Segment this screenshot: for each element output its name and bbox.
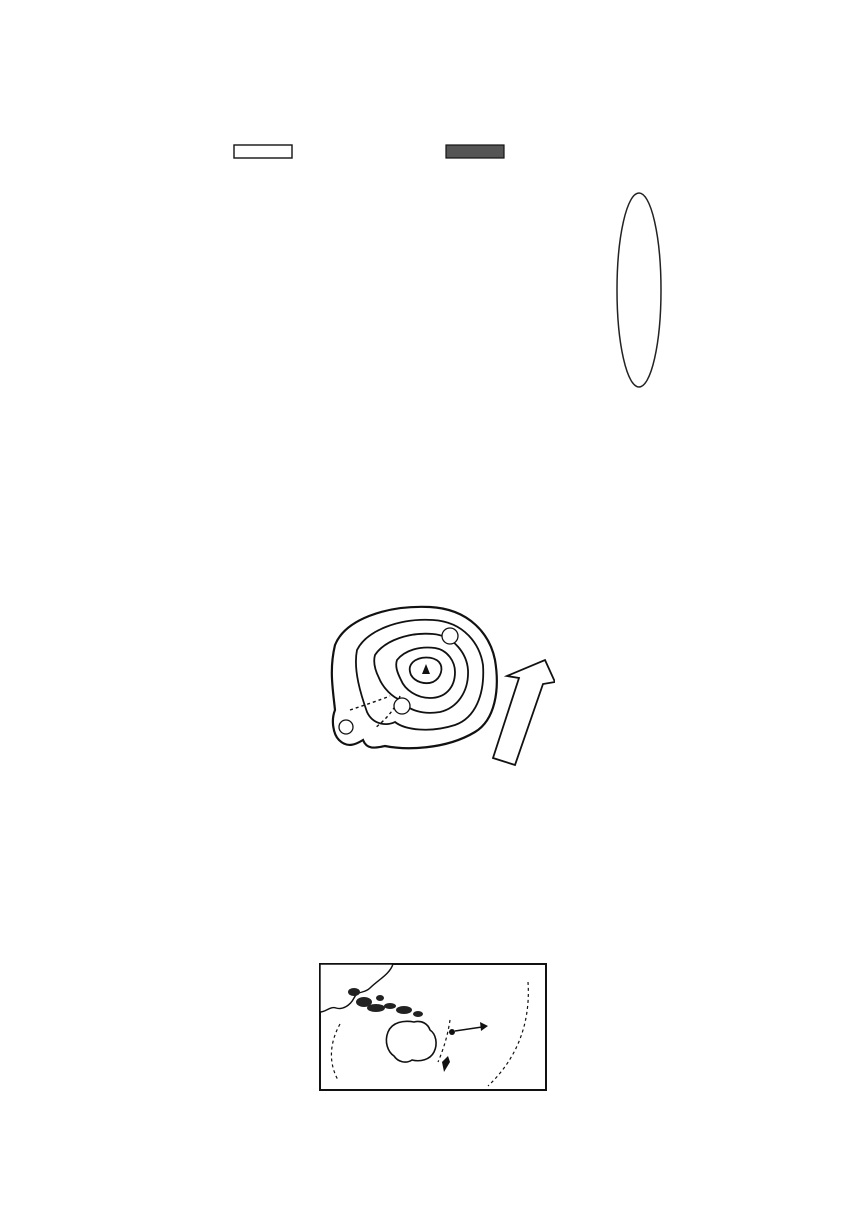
legend-land-swatch	[446, 145, 504, 158]
contour-map	[305, 600, 555, 770]
warm-moist-airflow-arrow	[493, 660, 555, 765]
tonga-marker	[449, 1029, 455, 1035]
summit-icon	[422, 664, 430, 674]
point-1	[339, 720, 353, 734]
meridian-bar-chart	[190, 138, 680, 420]
chart-legend	[234, 145, 504, 158]
point-3	[442, 628, 458, 644]
legend-ocean-swatch	[234, 145, 292, 158]
point-2	[394, 698, 410, 714]
tonga-map	[318, 962, 548, 1094]
handwritten-circle	[617, 193, 661, 387]
